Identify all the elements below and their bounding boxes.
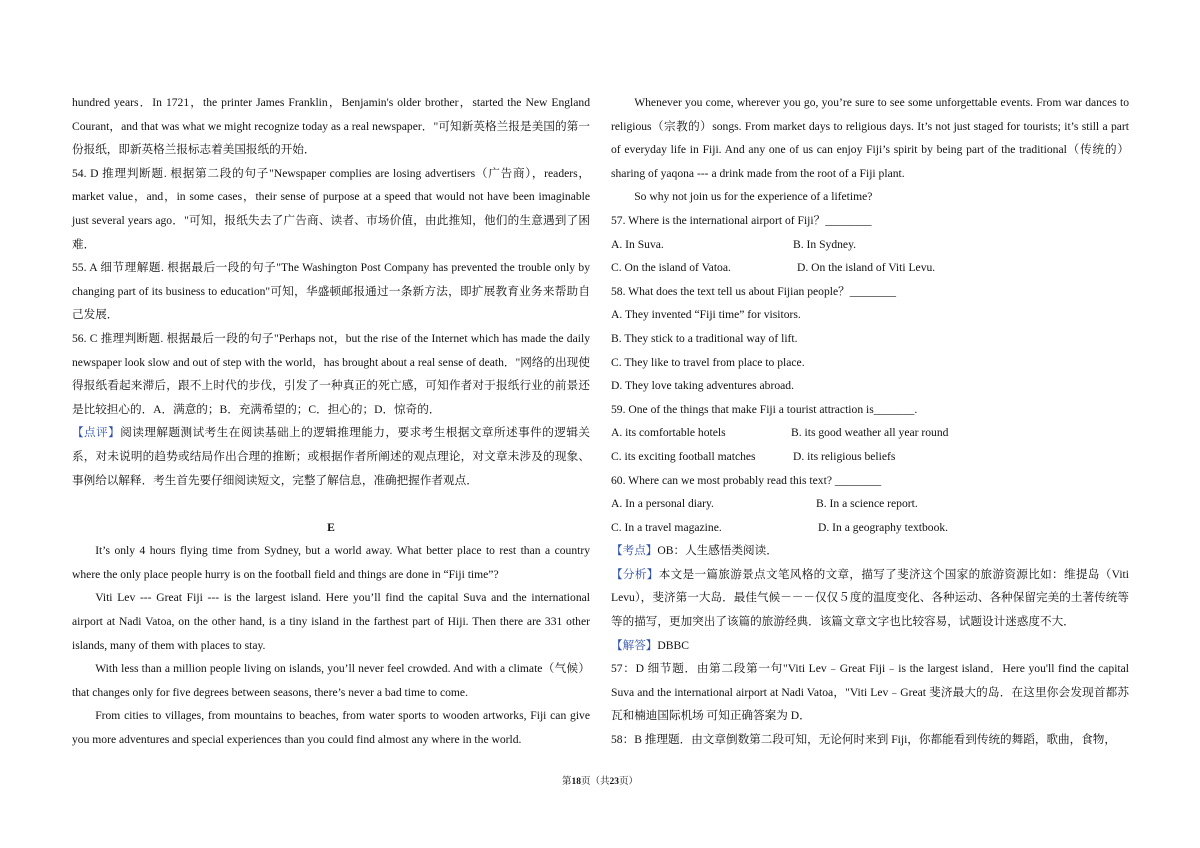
option-59-d: D. its religious beliefs xyxy=(793,449,896,463)
option-60-a: A. In a personal diary. xyxy=(611,497,714,511)
fenxi-text: 本文是一篇旅游景点文笔风格的文章，描写了斐济这个国家的旅游资源比如：维提岛（Viti Levu），斐济第一大岛．最佳气候－－－仅仅５度的温度变化、各种运动、各种保留完美的土著传统等等的描写，更加突出了该篇的旅游经典．该篇文章文字也比较容易，试题设计迷惑度不大． xyxy=(611,567,1129,629)
answer-58-explanation: 58：B 推理题．由文章倒数第二段可知，无论何时来到 Fiji，你都能看到传统的舞蹈，歌曲，食物， xyxy=(611,733,1116,747)
options-57-cd xyxy=(611,256,1129,280)
options-57-ab xyxy=(611,233,1129,257)
passage-paragraph-4: From cities to villages, from mountains to beaches, from water sports to wooden artworks, Fiji can give you more adventures and special experiences than you could find almost any where in the world. xyxy=(72,709,590,747)
kaodian-tag: 【考点】 xyxy=(611,544,658,558)
options-59-cd xyxy=(611,445,1129,469)
option-59-b: B. its good weather all year round xyxy=(791,426,949,440)
passage-paragraph-2: Viti Lev --- Great Fiji --- is the largest island. Here you’ll find the capital Suva and the international airport at Nadi Vatoa, on the other hand, is a tiny island in the farthest part of Hiji. Then there are 331 other islands, many of them with places to stay. xyxy=(72,591,590,652)
question-59: 59. One of the things that make Fiji a tourist attraction is_______. xyxy=(611,402,918,416)
kaodian-paragraph xyxy=(611,539,1129,563)
option-60-b: B. In a science report. xyxy=(816,497,918,511)
page-number: 18 xyxy=(571,777,581,787)
answer-57-explanation: 57：D 细节题．由第二段第一句"Viti Lev﹣Great Fiji﹣is the largest island．Here you'll find the capital Suva and the international airport at Nadi Vatoa，"Viti Lev﹣Great 斐济最大的岛．在这里你会发现首都苏瓦和楠迪国际机场 可知正确答案为 D． xyxy=(611,662,1129,723)
question-58: 58. What does the text tell us about Fijian people？________ xyxy=(611,284,897,298)
fenxi-paragraph xyxy=(611,563,1129,634)
option-58-b: B. They stick to a traditional way of lift. xyxy=(611,331,798,345)
footer-prefix: 第 xyxy=(561,777,572,787)
comment-tag: 【点评】 xyxy=(72,426,121,440)
footer-suffix: 页） xyxy=(619,777,639,787)
option-57-d: D. On the island of Viti Levu. xyxy=(797,261,936,275)
comment-paragraph xyxy=(72,421,590,492)
answer-56: 56. C 推理判断题. 根据最后一段的句子"Perhaps not，but the rise of the Internet which has made the daily newspaper look slow and out of step with the world，has brought about a real sense of death．"网络的出现使得报纸看起来滞后，跟不上时代的步伐，引发了一种真正的死亡感，可知作者对于报纸行业的前景还是比较担心的．A．满意的；B．充满希望的；C．担心的；D．惊奇的． xyxy=(72,331,590,416)
option-57-a: A. In Suva. xyxy=(611,237,664,251)
answer-55: 55. A 细节理解题. 根据最后一段的句子"The Washington Post Company has prevented the trouble only by changing part of its business to education"可知，华盛顿邮报通过一条新方法，即扩展教育业务来帮助自己发展． xyxy=(72,261,590,322)
question-57: 57. Where is the international airport of Fiji？________ xyxy=(611,213,872,227)
option-58-c: C. They like to travel from place to place. xyxy=(611,355,805,369)
comment-text: 阅读理解题测试考生在阅读基础上的逻辑推理能力，要求考生根据文章所述事件的逻辑关系，对未说明的趋势或结局作出合理的推断；或根据作者所阐述的观点理论，对文章未涉及的现象、事例给以解释．考生首先要仔细阅读短文，完整了解信息，准确把握作者观点． xyxy=(72,426,590,487)
passage-paragraph-1: It’s only 4 hours flying time from Sydney, but a world away. What better place to rest than a country where the only place people hurry is on the football field and things are done in “Fiji time”? xyxy=(72,544,590,581)
jieda-paragraph xyxy=(611,634,1129,658)
passage-paragraph-6: So why not join us for the experience of a lifetime? xyxy=(634,190,873,204)
option-58-d: D. They love taking adventures abroad. xyxy=(611,379,794,393)
jieda-text: DBBC xyxy=(657,638,689,652)
page-footer xyxy=(0,773,1200,787)
passage-paragraph-3: With less than a million people living on islands, you’ll never feel crowded. And with a climate（气候）that changes only for five degrees between seasons, there’s never a bad time to come. xyxy=(72,662,590,699)
left-column xyxy=(72,91,590,752)
question-60: 60. Where can we most probably read this text? ________ xyxy=(611,473,882,487)
fenxi-tag: 【分析】 xyxy=(611,567,659,581)
footer-mid: 页（共 xyxy=(580,777,610,787)
option-60-d: D. In a geography textbook. xyxy=(818,520,949,534)
option-59-c: C. its exciting football matches xyxy=(611,449,756,463)
total-pages: 23 xyxy=(609,777,619,787)
options-60-ab xyxy=(611,492,1129,516)
section-title: E xyxy=(327,520,335,534)
option-57-c: C. On the island of Vatoa. xyxy=(611,261,731,275)
paragraph: hundred years．In 1721，the printer James Franklin，Benjamin's older brother，started the New England Courant，and that was what we might recognize today as a real newspaper．"可知新英格兰报是美国的第一份报纸，即新英格兰报标志着美国报纸的开始． xyxy=(72,96,590,157)
kaodian-text: OB：人生感悟类阅读． xyxy=(657,544,778,558)
answer-54: 54. D 推理判断题. 根据第二段的句子"Newspaper complies are losing advertisers（广告商），readers，market value，and，in some cases，their sense of purpose at a speed that would not have been imaginable just several years ago．"可知，报纸失去了广告商、读者、市场价值，由此推知，他们的生意遇到了困难． xyxy=(72,166,590,251)
right-column xyxy=(611,91,1129,752)
options-59-ab xyxy=(611,421,1129,445)
jieda-tag: 【解答】 xyxy=(611,638,658,652)
option-58-a: A. They invented “Fiji time” for visitors. xyxy=(611,308,801,322)
options-60-cd xyxy=(611,516,1129,540)
option-57-b: B. In Sydney. xyxy=(793,237,857,251)
option-59-a: A. its comfortable hotels xyxy=(611,426,726,440)
passage-paragraph-5: Whenever you come, wherever you go, you’re sure to see some unforgettable events. From war dances to religious（宗教的）songs. From market days to religious days. It’s not just staged for tourists; it’s still a part of everyday life in Fiji. And any one of us can enjoy Fiji’s spirit by being part of the traditional（传统的）sharing of yaqona --- a drink made from the root of a Fiji plant. xyxy=(611,96,1129,180)
option-60-c: C. In a travel magazine. xyxy=(611,520,722,534)
